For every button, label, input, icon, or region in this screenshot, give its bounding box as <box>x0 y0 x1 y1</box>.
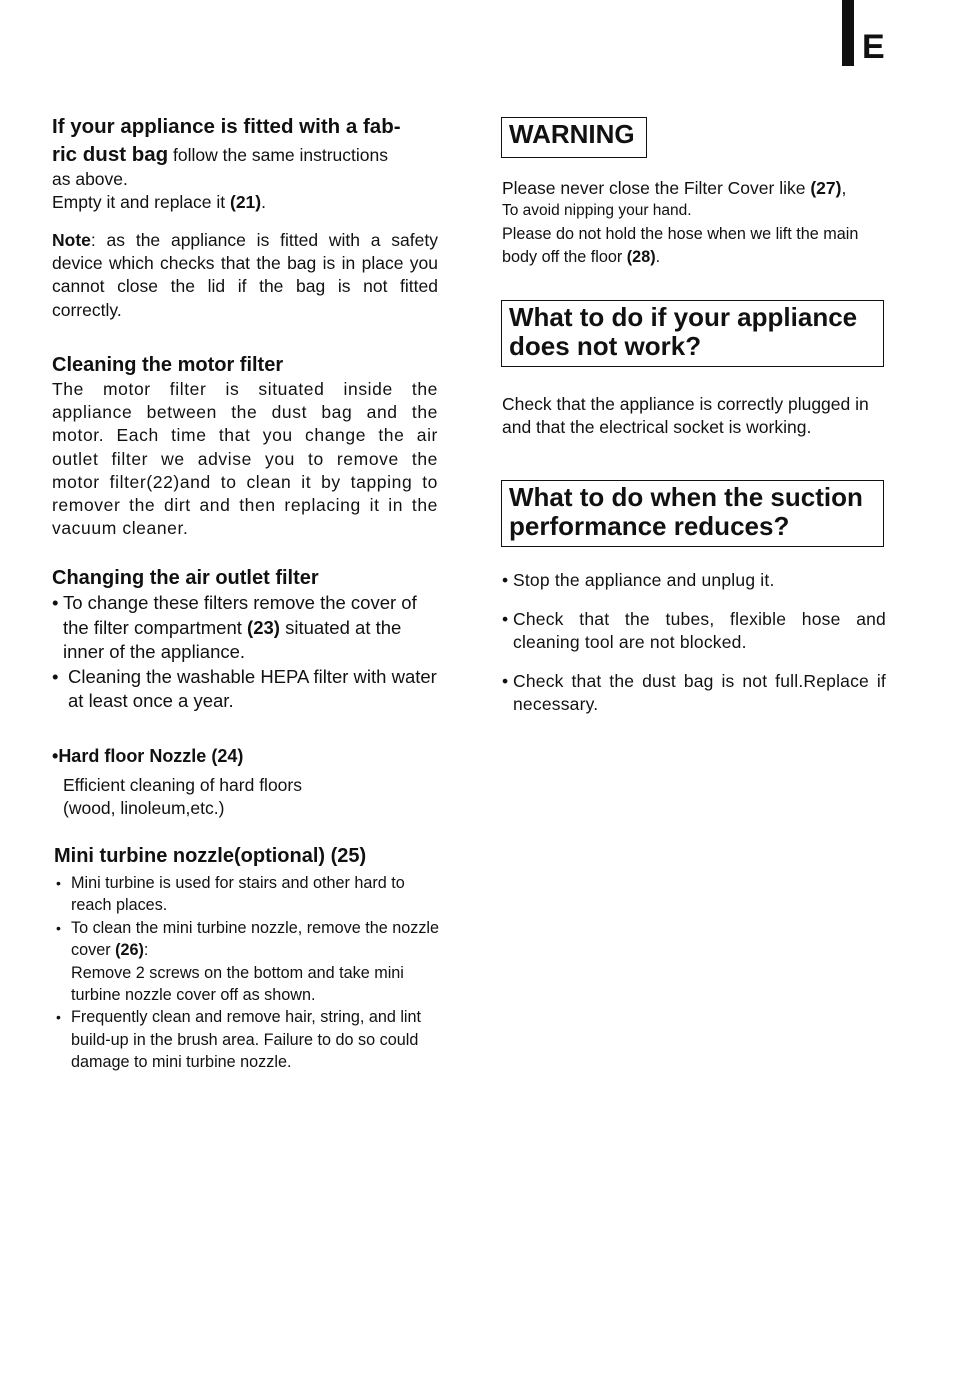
warning-line-1: Please never close the Filter Cover like (27), <box>502 178 847 198</box>
fabric-bag-text: ric dust bag follow the same instructions <box>52 143 389 166</box>
warning-box <box>501 117 647 158</box>
air-outlet-heading: Changing the air outlet filter <box>52 567 319 589</box>
motor-filter-section <box>52 352 438 540</box>
warning-line-3: Please do not hold the hose when we lift the main body off the floor (28). <box>502 225 859 266</box>
fabric-bag-section <box>52 114 438 214</box>
list-item: • Mini turbine is used for stairs and other hard to reach places. <box>54 872 442 917</box>
warning-text-section <box>502 177 886 268</box>
air-outlet-list <box>52 591 438 714</box>
air-outlet-section <box>52 565 438 714</box>
list-item: • Cleaning the washable HEPA filter with water at least once a year. <box>52 665 438 714</box>
hard-floor-line-2: (wood, linoleum,etc.) <box>63 798 225 819</box>
language-tab-letter: E <box>862 28 885 66</box>
warning-title: WARNING <box>509 119 635 149</box>
fabric-bag-text-3: Empty it and replace it (21). <box>52 192 266 213</box>
not-work-title: What to do if your appliance does not work? <box>509 302 858 361</box>
suction-list <box>502 569 886 716</box>
warning-line-2: To avoid nipping your hand. <box>502 202 692 220</box>
motor-filter-text: The motor filter is situated inside the appliance between the dust bag and the motor. Each time that you change the air outlet filter we advise you to remove the motor filter(22)and to clean it by tapping to remover the dirt and then replacing it in the vacuum cleaner. <box>52 379 438 539</box>
not-work-text-section <box>502 393 886 439</box>
note-text: Note: as the appliance is fitted with a safety device which checks that the bag is in place you cannot close the lid if the bag is not fitted correctly. <box>52 230 438 320</box>
motor-filter-heading: Cleaning the motor filter <box>52 354 284 376</box>
list-item: • To change these filters remove the cover of the filter compartment (23) situated at the inner of the appliance. <box>52 591 438 665</box>
list-item: • Frequently clean and remove hair, string, and lint build-up in the brush area. Failure to do so could damage to mini turbine nozzle. <box>54 1006 442 1073</box>
not-work-text: Check that the appliance is correctly plugged in and that the electrical socket is working. <box>502 394 869 438</box>
list-item: • To clean the mini turbine nozzle, remove the nozzle cover (26): Remove 2 screws on the bottom and take mini turbine nozzle cover off as shown. <box>54 917 442 1007</box>
mini-turbine-heading: Mini turbine nozzle(optional) (25) <box>54 845 367 867</box>
fabric-bag-text-2: as above. <box>52 169 128 189</box>
suction-title: What to do when the suction performance reduces? <box>509 482 863 541</box>
hard-floor-heading: •Hard floor Nozzle (24) <box>52 746 244 766</box>
note-section <box>52 229 438 322</box>
not-work-box <box>501 300 884 367</box>
list-item: • Stop the appliance and unplug it. <box>502 569 886 592</box>
suction-list-section <box>502 569 886 716</box>
hard-floor-line-1: Efficient cleaning of hard floors <box>63 775 302 795</box>
fabric-bag-heading: If your appliance is fitted with a fab- <box>52 115 401 138</box>
language-tab-bar <box>842 0 854 66</box>
suction-box <box>501 480 884 547</box>
hard-floor-section <box>52 743 438 820</box>
mini-turbine-section <box>54 843 442 1074</box>
list-item: • Check that the dust bag is not full.Replace if necessary. <box>502 670 886 716</box>
list-item: • Check that the tubes, flexible hose and cleaning tool are not blocked. <box>502 608 886 654</box>
mini-turbine-list <box>54 872 442 1074</box>
